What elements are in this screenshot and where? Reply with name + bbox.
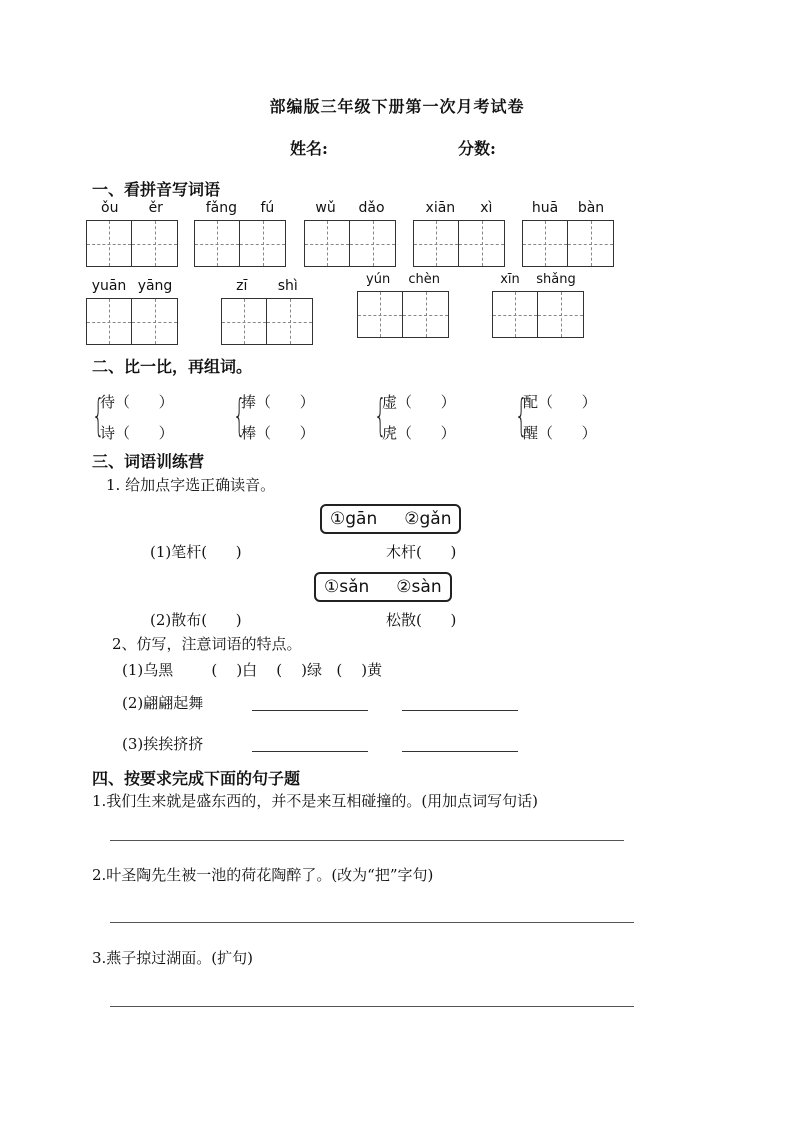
- compare-word-top: 捧（ ）: [241, 393, 315, 411]
- pinyin-item: [413, 200, 505, 267]
- pinyin-syllable: xīn: [500, 272, 520, 287]
- section-1-heading: 一、看拼音写词语: [92, 180, 221, 199]
- pinyin-syllable: shì: [277, 278, 298, 294]
- writing-grid[interactable]: [86, 298, 178, 345]
- writing-grid[interactable]: [221, 298, 313, 345]
- compare-word-top: 配（ ）: [523, 393, 597, 411]
- pinyin-syllable: shǎng: [536, 272, 576, 287]
- writing-grid[interactable]: [522, 220, 614, 267]
- sentence-question: 2.叶圣陶先生被一池的荷花陶醉了。(改为“把”字句): [92, 866, 434, 884]
- writing-grid[interactable]: [304, 220, 396, 267]
- brace-icon: {: [374, 390, 387, 441]
- section-3-heading: 三、词语训练营: [92, 452, 205, 471]
- pinyin-item: [522, 200, 614, 267]
- page-title: 部编版三年级下册第一次月考试卷: [269, 97, 525, 116]
- answer-line[interactable]: [252, 751, 368, 752]
- sentence-question: 1.我们生来就是盛东西的，并不是来互相碰撞的。(用加点词写句话): [92, 792, 539, 810]
- question-item: (3)挨挨挤挤: [122, 735, 204, 753]
- sentence-question: 3.燕子掠过湖面。(扩句): [92, 949, 254, 967]
- question-item: (1)笔杆( ): [150, 543, 242, 561]
- question-item: (2)翩翩起舞: [122, 694, 204, 712]
- score-label: 分数:: [458, 139, 496, 158]
- pronunciation-options-box: ①sǎn ②sàn: [314, 572, 452, 602]
- pinyin-syllable: ěr: [148, 200, 163, 216]
- pinyin-item: [221, 278, 313, 345]
- question-2-label: 2、仿写，注意词语的特点。: [112, 635, 302, 653]
- pinyin-syllable: chèn: [408, 272, 440, 287]
- answer-line[interactable]: [402, 751, 518, 752]
- writing-grid[interactable]: [492, 291, 584, 338]
- answer-line[interactable]: [110, 1006, 634, 1007]
- pinyin-syllable: fú: [260, 200, 275, 216]
- pinyin-item: [86, 278, 178, 345]
- answer-line[interactable]: [110, 840, 624, 841]
- pinyin-syllable: xì: [480, 200, 493, 216]
- section-2-heading: 二、比一比，再组词。: [92, 357, 253, 376]
- pinyin-item: [86, 200, 178, 267]
- pinyin-syllable: bàn: [577, 200, 605, 216]
- pinyin-syllable: yāng: [137, 278, 173, 294]
- question-item: 木杆( ): [386, 543, 457, 561]
- compare-word-bottom: 醒（ ）: [523, 424, 597, 442]
- pinyin-syllable: yún: [366, 272, 391, 287]
- question-1-label: 1. 给加点字选正确读音。: [106, 476, 276, 494]
- writing-grid[interactable]: [194, 220, 286, 267]
- pinyin-syllable: wǔ: [315, 200, 336, 216]
- pinyin-syllable: dǎo: [358, 200, 385, 216]
- pinyin-syllable: yuān: [91, 278, 127, 294]
- answer-line[interactable]: [110, 922, 634, 923]
- name-label: 姓名:: [290, 139, 328, 158]
- pinyin-item: [194, 200, 286, 267]
- writing-grid[interactable]: [86, 220, 178, 267]
- pinyin-syllable: xiān: [425, 200, 456, 216]
- pinyin-item: [357, 272, 449, 338]
- brace-icon: {: [233, 390, 246, 441]
- section-4-heading: 四、按要求完成下面的句子题: [92, 769, 301, 788]
- pronunciation-options-box: ①gān ②gǎn: [320, 504, 461, 534]
- pinyin-item: [304, 200, 396, 267]
- pinyin-syllable: zī: [236, 278, 248, 294]
- pinyin-syllable: ǒu: [101, 200, 119, 216]
- compare-word-top: 待（ ）: [100, 393, 174, 411]
- question-item: (2)散布( ): [150, 611, 242, 629]
- question-item: (1)乌黑 ( )白 ( )绿 ( )黄: [122, 661, 383, 679]
- answer-line[interactable]: [252, 710, 368, 711]
- compare-word-top: 虚（ ）: [382, 393, 456, 411]
- writing-grid[interactable]: [413, 220, 505, 267]
- pinyin-syllable: fǎng: [205, 200, 237, 216]
- pinyin-item: [492, 272, 584, 338]
- brace-icon: {: [515, 390, 528, 441]
- writing-grid[interactable]: [357, 291, 449, 338]
- answer-line[interactable]: [402, 710, 518, 711]
- compare-word-bottom: 虎（ ）: [382, 424, 456, 442]
- pinyin-syllable: huā: [531, 200, 559, 216]
- compare-word-bottom: 棒（ ）: [241, 424, 315, 442]
- brace-icon: {: [92, 390, 105, 441]
- question-item: 松散( ): [386, 611, 457, 629]
- compare-word-bottom: 诗（ ）: [100, 424, 174, 442]
